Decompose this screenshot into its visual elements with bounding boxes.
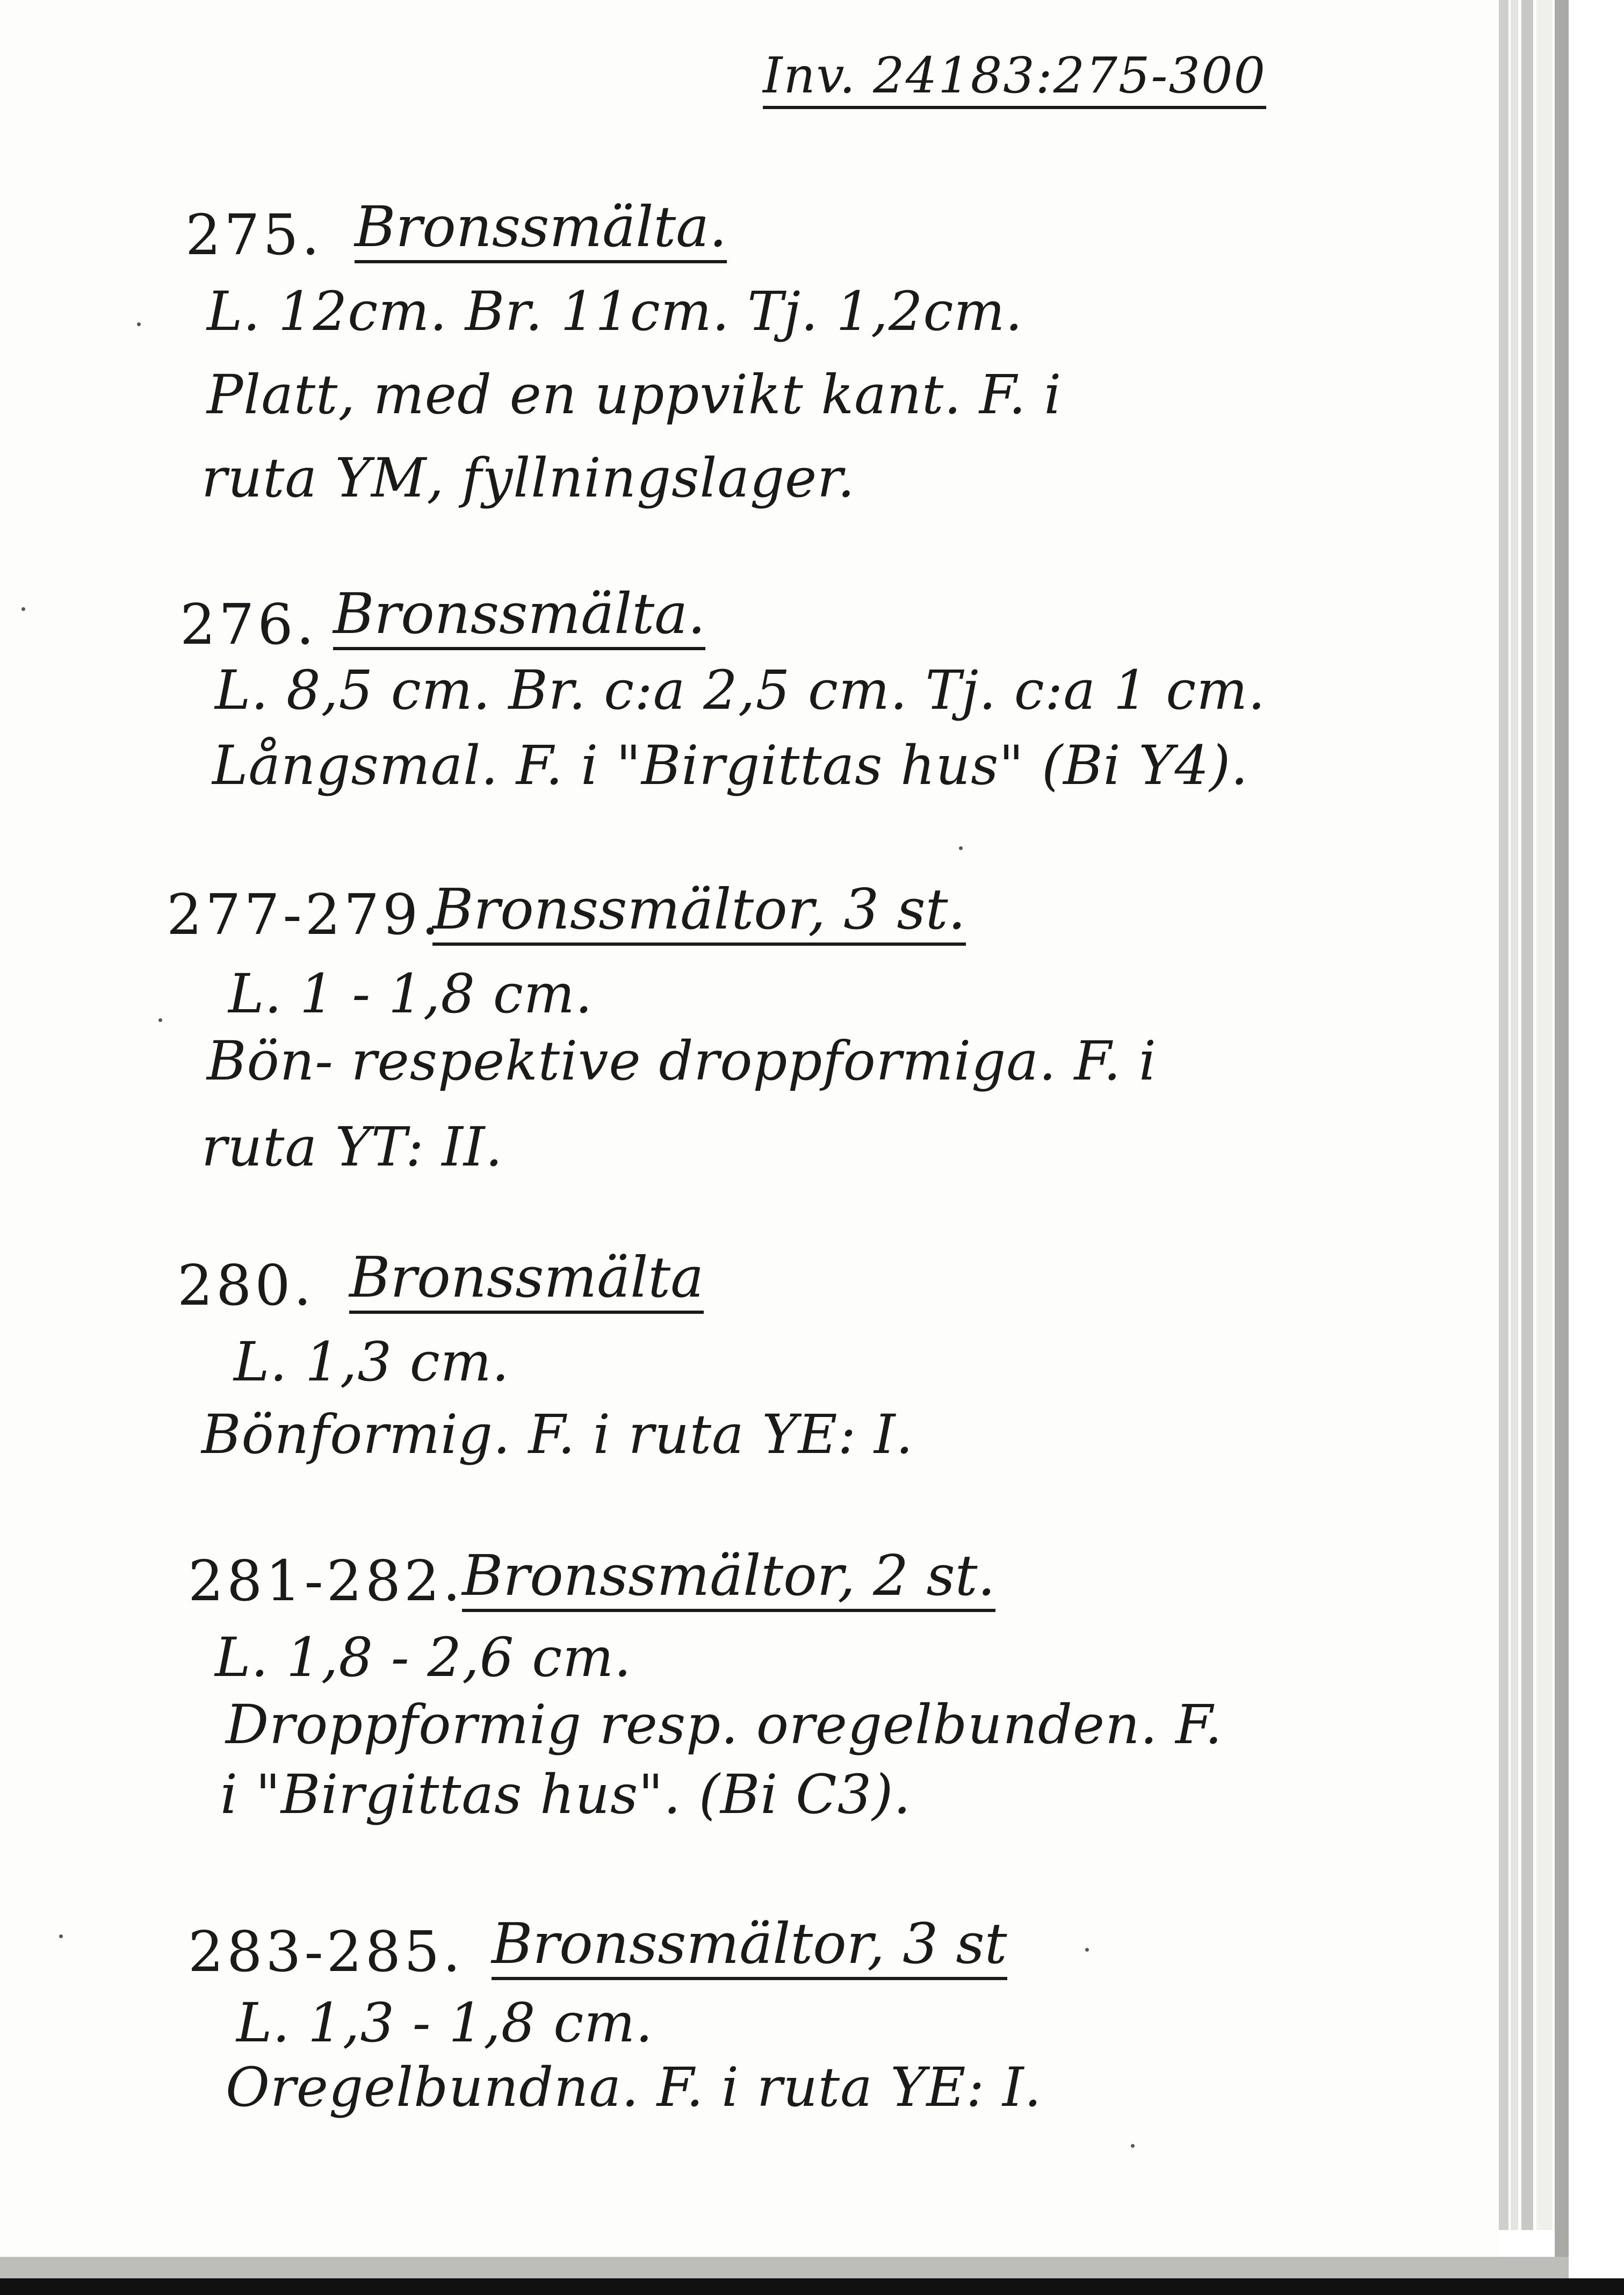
entry-line: Platt, med en uppvikt kant. F. i (207, 363, 1062, 426)
scan-speck (1085, 1948, 1089, 1952)
entry-line: ruta YT: II. (201, 1116, 503, 1178)
entry-line: i "Birgittas hus". (Bi C3). (220, 1763, 912, 1826)
entry-line: Långsmal. F. i "Birgittas hus" (Bi Y4). (212, 734, 1248, 797)
entry-title: Bronssmältor, 3 st (492, 1916, 1007, 1980)
entry-line: ruta YM, fyllningslager. (201, 447, 855, 509)
entry-number: 276. (180, 592, 317, 657)
entry-line: L. 1 - 1,8 cm. (228, 962, 593, 1025)
entry-line: Oregelbundna. F. i ruta YE: I. (226, 2056, 1042, 2119)
entry-number: 275. (185, 202, 323, 268)
entry-title: Bronssmältor, 2 st. (462, 1548, 995, 1612)
scan-speck (137, 322, 141, 326)
entry-line: L. 1,8 - 2,6 cm. (215, 1626, 632, 1689)
scan-speck (1131, 2144, 1135, 2148)
entry-title: Bronssmälta. (333, 586, 705, 650)
entry-number: 281-282. (188, 1548, 464, 1614)
entry-line: L. 1,3 cm. (234, 1330, 510, 1393)
inventory-header: Inv. 24183:275-300 (763, 51, 1266, 109)
background (0, 2278, 1624, 2295)
entry-title: Bronssmälta (349, 1249, 704, 1314)
entry-number: 277-279. (167, 882, 443, 947)
page-edge (1555, 0, 1569, 2278)
scan-speck (959, 846, 963, 850)
scan-speck (59, 1934, 63, 1938)
entry-title: Bronssmältor, 3 st. (432, 881, 966, 946)
scan-speck (158, 1018, 162, 1022)
entry-line: Droppformig resp. oregelbunden. F. (226, 1693, 1223, 1756)
entry-number: 280. (177, 1253, 315, 1318)
page-edge (1511, 0, 1518, 2230)
entry-title: Bronssmälta. (355, 199, 727, 263)
entry-line: L. 8,5 cm. Br. c:a 2,5 cm. Tj. c:a 1 cm. (215, 659, 1266, 722)
page-edge (1499, 0, 1508, 2230)
entry-line: Bön- respektive droppformiga. F. i (207, 1030, 1157, 1092)
entry-line: L. 1,3 - 1,8 cm. (236, 1991, 653, 2054)
entry-line: L. 12cm. Br. 11cm. Tj. 1,2cm. (207, 280, 1023, 343)
page-bottom-edge (0, 2257, 1569, 2278)
page-edge (1536, 0, 1553, 2230)
entry-number: 283-285. (188, 1919, 464, 1984)
scan-speck (21, 607, 25, 611)
entry-line: Bönformig. F. i ruta YE: I. (201, 1403, 914, 1466)
page-edge (1521, 0, 1533, 2230)
background (1569, 0, 1624, 2295)
